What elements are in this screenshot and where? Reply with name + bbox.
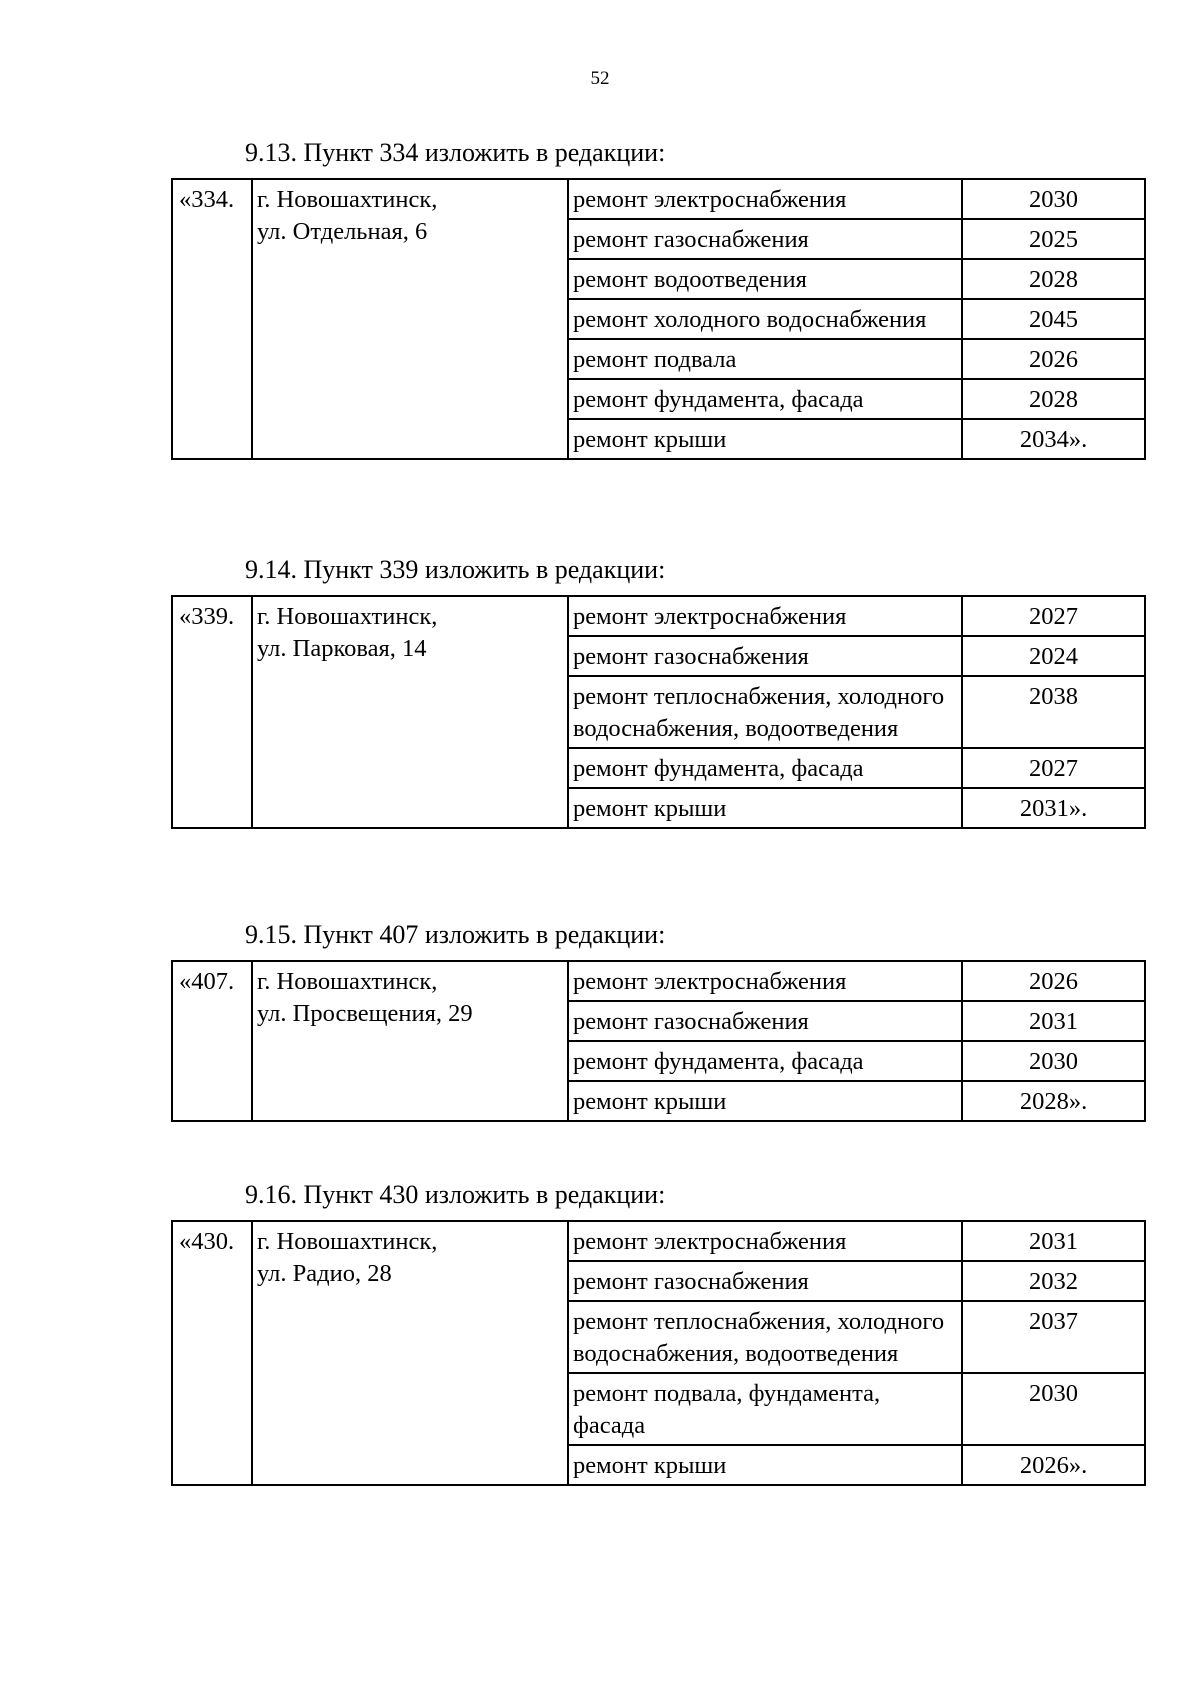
year-cell: 2027	[962, 596, 1145, 636]
year-cell: 2030	[962, 1373, 1145, 1445]
year-cell: 2038	[962, 676, 1145, 748]
work-cell: ремонт газоснабжения	[568, 1261, 962, 1301]
year-cell: 2045	[962, 299, 1145, 339]
year-cell: 2026».	[962, 1445, 1145, 1485]
work-cell: ремонт фундамента, фасада	[568, 1041, 962, 1081]
work-cell: ремонт электроснабжения	[568, 1221, 962, 1261]
amendment-section	[171, 1180, 1144, 1486]
address-cell	[252, 961, 568, 1121]
address-city: г. Новошахтинск,	[257, 603, 438, 630]
address-street: ул. Просвещения, 29	[257, 1000, 473, 1027]
work-cell: ремонт крыши	[568, 1081, 962, 1121]
address-city: г. Новошахтинск,	[257, 1228, 438, 1255]
year-cell: 2028».	[962, 1081, 1145, 1121]
table-row	[172, 1221, 1145, 1261]
work-cell: ремонт газоснабжения	[568, 219, 962, 259]
item-number-cell: «407.	[172, 961, 252, 1121]
item-number-cell: «339.	[172, 596, 252, 828]
address-cell	[252, 596, 568, 828]
address-street: ул. Парковая, 14	[257, 635, 427, 662]
table-row	[172, 596, 1145, 636]
table-row	[172, 179, 1145, 219]
work-cell: ремонт теплоснабжения, холодного водоснабжения, водоотведения	[568, 676, 962, 748]
address-cell	[252, 179, 568, 459]
address-street: ул. Отдельная, 6	[257, 218, 428, 245]
year-cell: 2028	[962, 259, 1145, 299]
year-cell: 2031».	[962, 788, 1145, 828]
work-cell: ремонт фундамента, фасада	[568, 379, 962, 419]
address-city: г. Новошахтинск,	[257, 968, 438, 995]
year-cell: 2026	[962, 961, 1145, 1001]
work-cell: ремонт газоснабжения	[568, 1001, 962, 1041]
item-number-cell: «430.	[172, 1221, 252, 1485]
work-cell: ремонт газоснабжения	[568, 636, 962, 676]
amendment-table	[171, 595, 1146, 829]
work-cell: ремонт теплоснабжения, холодного водоснабжения, водоотведения	[568, 1301, 962, 1373]
work-cell: ремонт крыши	[568, 419, 962, 459]
section-heading: 9.13. Пункт 334 изложить в редакции:	[245, 138, 666, 167]
work-cell: ремонт фундамента, фасада	[568, 748, 962, 788]
year-cell: 2028	[962, 379, 1145, 419]
amendment-section	[171, 920, 1144, 1122]
year-cell: 2034».	[962, 419, 1145, 459]
address-street: ул. Радио, 28	[257, 1260, 392, 1287]
year-cell: 2037	[962, 1301, 1145, 1373]
section-heading: 9.14. Пункт 339 изложить в редакции:	[245, 555, 666, 584]
work-cell: ремонт водоотведения	[568, 259, 962, 299]
amendment-table	[171, 960, 1146, 1122]
year-cell: 2032	[962, 1261, 1145, 1301]
year-cell: 2030	[962, 1041, 1145, 1081]
section-heading: 9.16. Пункт 430 изложить в редакции:	[245, 1180, 666, 1209]
work-cell: ремонт подвала, фундамента, фасада	[568, 1373, 962, 1445]
work-cell: ремонт холодного водоснабжения	[568, 299, 962, 339]
work-cell: ремонт крыши	[568, 788, 962, 828]
address-city: г. Новошахтинск,	[257, 186, 438, 213]
year-cell: 2031	[962, 1221, 1145, 1261]
address-cell	[252, 1221, 568, 1485]
work-cell: ремонт крыши	[568, 1445, 962, 1485]
year-cell: 2025	[962, 219, 1145, 259]
amendment-table	[171, 178, 1146, 460]
year-cell: 2024	[962, 636, 1145, 676]
work-cell: ремонт подвала	[568, 339, 962, 379]
work-cell: ремонт электроснабжения	[568, 179, 962, 219]
amendment-table	[171, 1220, 1146, 1486]
work-cell: ремонт электроснабжения	[568, 961, 962, 1001]
page-number: 52	[590, 68, 610, 89]
year-cell: 2027	[962, 748, 1145, 788]
year-cell: 2031	[962, 1001, 1145, 1041]
year-cell: 2030	[962, 179, 1145, 219]
section-heading: 9.15. Пункт 407 изложить в редакции:	[245, 920, 666, 949]
amendment-section	[171, 138, 1144, 460]
year-cell: 2026	[962, 339, 1145, 379]
item-number-cell: «334.	[172, 179, 252, 459]
amendment-section	[171, 555, 1144, 829]
work-cell: ремонт электроснабжения	[568, 596, 962, 636]
table-row	[172, 961, 1145, 1001]
